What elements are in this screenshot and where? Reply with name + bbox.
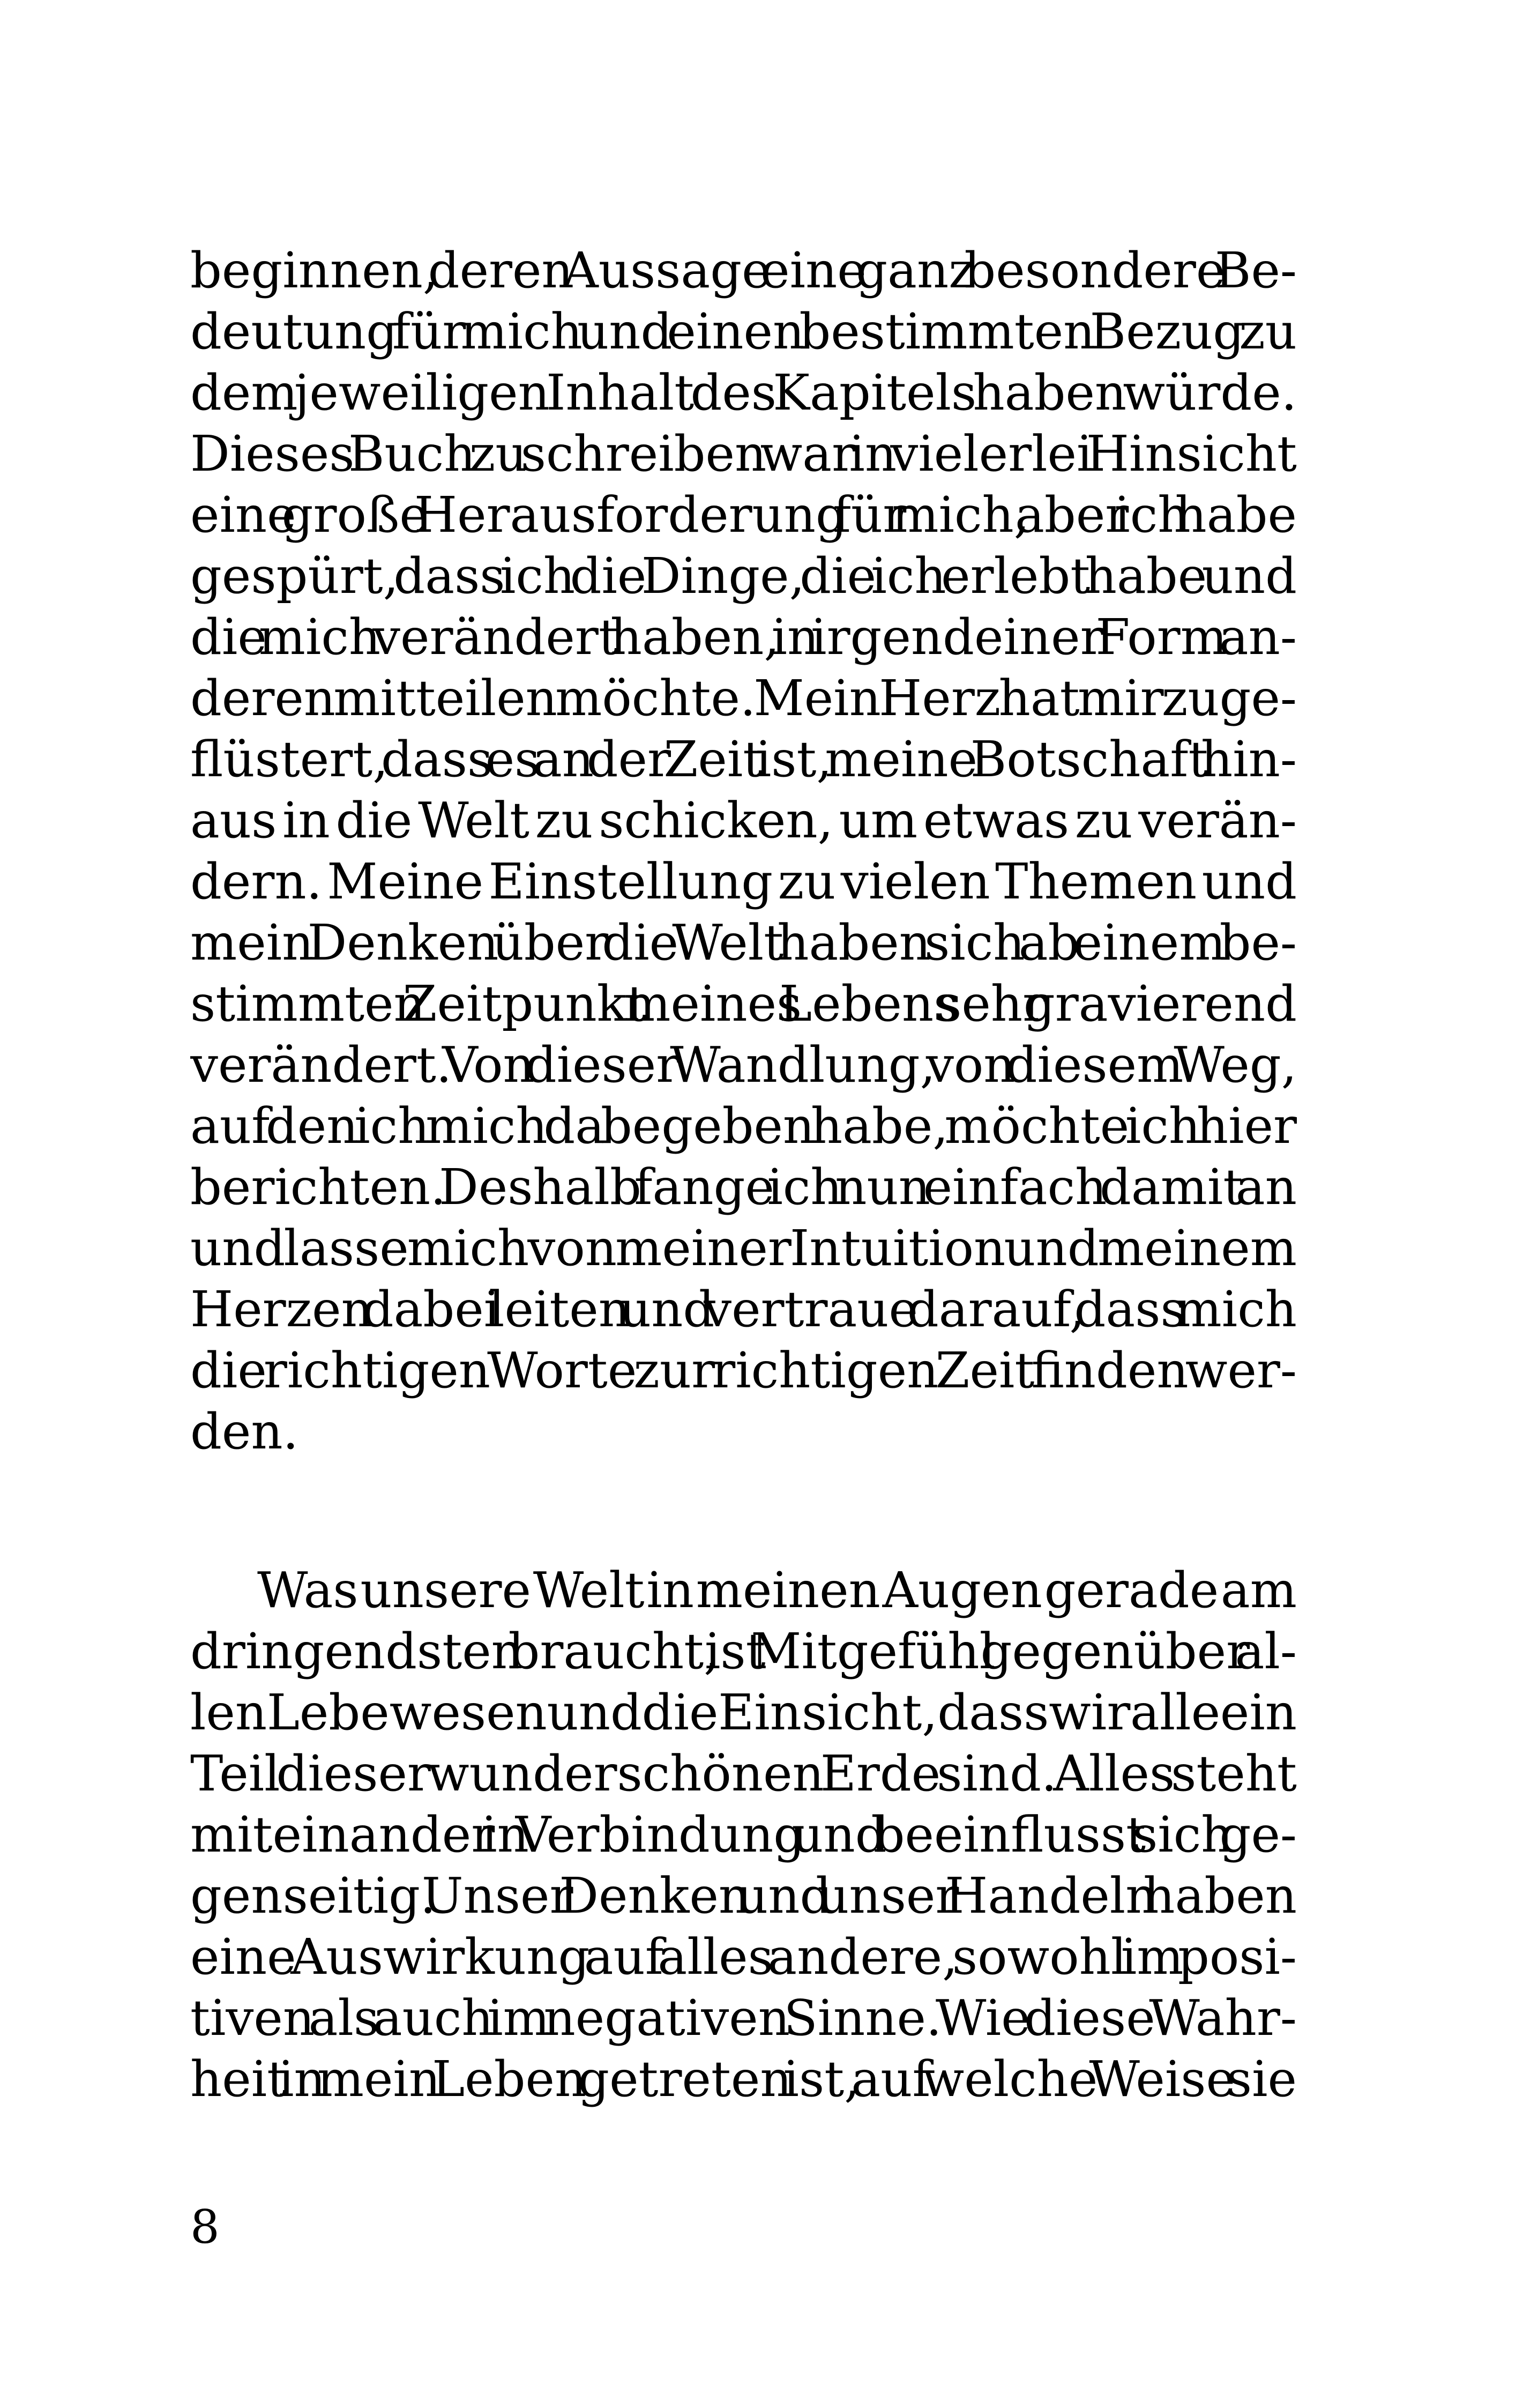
- text-line: auf den ich mich da begeben habe, möchte ich hier: [190, 1097, 1297, 1155]
- text-line: berichten. Deshalb fange ich nun einfach damit an: [190, 1158, 1297, 1216]
- text-line: Teil dieser wunderschönen Erde sind. Alles steht: [190, 1745, 1297, 1802]
- text-line: die richtigen Worte zur richtigen Zeit finden wer-: [190, 1342, 1297, 1399]
- text-line: dringendsten braucht, ist Mitgefühl gegenüber al-: [190, 1623, 1297, 1680]
- text-line: eine große Herausforderung für mich, aber ich habe: [190, 486, 1297, 544]
- text-line: deren mitteilen möchte. Mein Herz hat mir zuge-: [190, 670, 1297, 727]
- text-line: gespürt, dass ich die Dinge, die ich erlebt habe und: [190, 547, 1297, 605]
- paragraph-1: [190, 240, 1297, 1462]
- text-line: verändert. Von dieser Wandlung, von diesem Weg,: [190, 1036, 1297, 1094]
- text-line: mein Denken über die Welt haben sich ab einem be-: [190, 914, 1297, 971]
- text-line: den.: [190, 1403, 298, 1460]
- text-line: deutung für mich und einen bestimmten Bezug zu: [190, 303, 1297, 360]
- text-line: und lasse mich von meiner Intuition und meinem: [190, 1220, 1297, 1277]
- text-line: eine Auswirkung auf alles andere, sowohl im posi-: [190, 1928, 1297, 1986]
- text-line: Dieses Buch zu schreiben war in vielerlei Hinsicht: [190, 425, 1297, 482]
- page-number: 8: [190, 2201, 220, 2254]
- text-line: dem jeweiligen Inhalt des Kapitels haben würde.: [190, 364, 1297, 421]
- text-line: aus in die Welt zu schicken, um etwas zu verän-: [190, 792, 1297, 849]
- text-line: miteinander in Verbindung und beeinflusst sich ge-: [190, 1806, 1297, 1863]
- text-line: beginnen, deren Aussage eine ganz besondere Be-: [190, 242, 1297, 299]
- text-line: heit in mein Leben getreten ist, auf welche Weise sie: [190, 2050, 1297, 2108]
- text-line: genseitig. Unser Denken und unser Handeln haben: [190, 1867, 1297, 1924]
- text-line: len Lebewesen und die Einsicht, dass wir alle ein: [190, 1684, 1297, 1741]
- text-line: flüstert, dass es an der Zeit ist, meine Botschaft hin-: [190, 731, 1297, 788]
- text-line: dern. Meine Einstellung zu vielen Themen und: [190, 853, 1297, 910]
- paragraph-2: [190, 1560, 1297, 2110]
- text-line: die mich verändert haben, in irgendeiner Form an-: [190, 608, 1297, 666]
- text-line: tiven als auch im negativen Sinne. Wie diese Wahr-: [190, 1989, 1297, 2047]
- text-line: Was unsere Welt in meinen Augen gerade am: [257, 1562, 1297, 1619]
- text-line: Herzen dabei leiten und vertraue darauf, dass mich: [190, 1281, 1297, 1338]
- text-line: stimmten Zeitpunkt meines Lebens sehr gravierend: [190, 975, 1297, 1032]
